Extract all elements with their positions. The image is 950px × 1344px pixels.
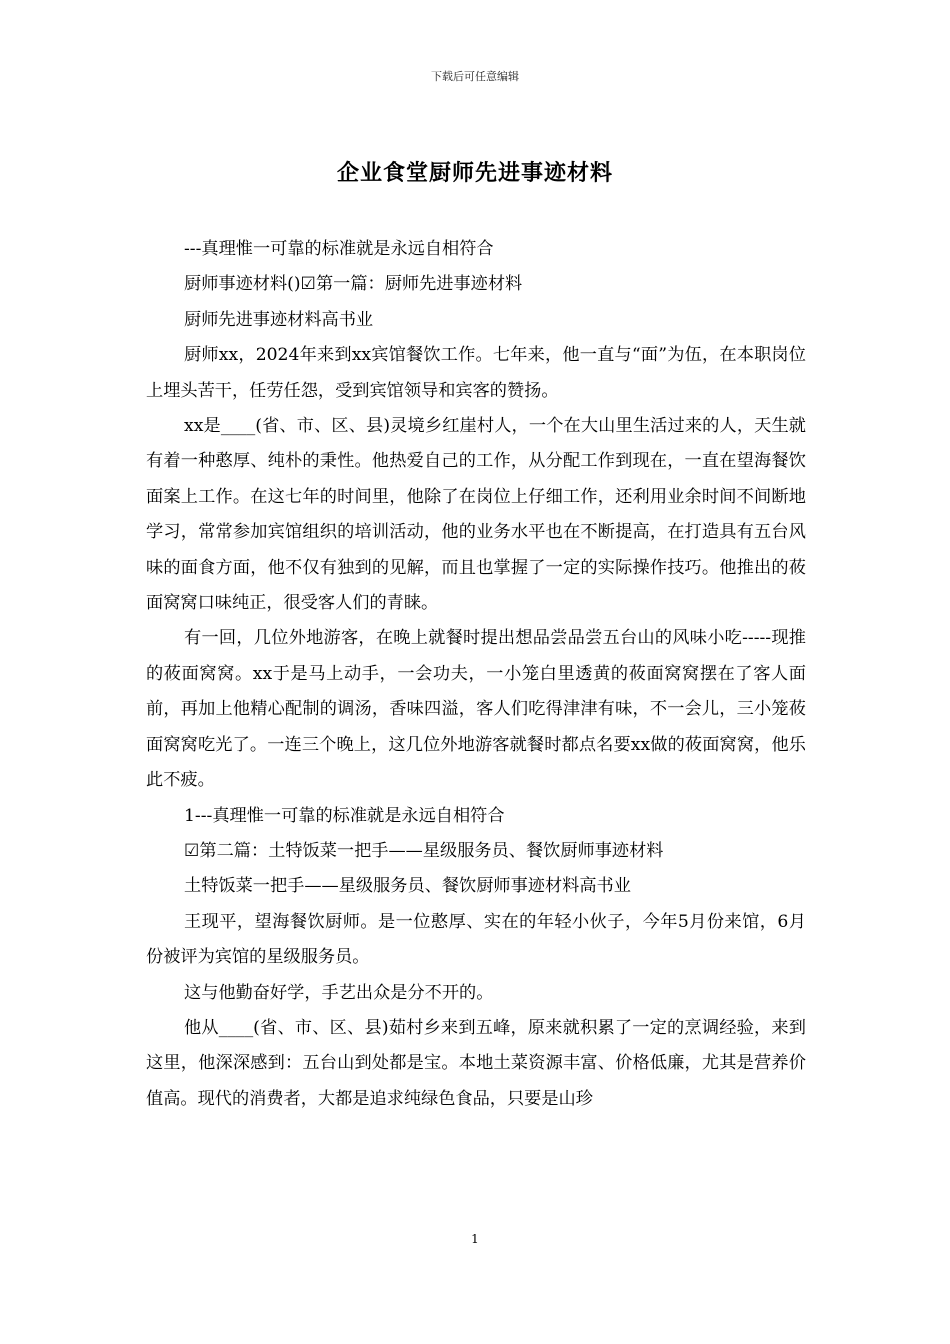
paragraph-motto: ---真理惟一可靠的标准就是永远自相符合	[184, 239, 494, 259]
page-number: 1	[471, 1232, 479, 1246]
paragraph-motto-2: 1---真理惟一可靠的标准就是永远自相符合	[184, 805, 505, 826]
paragraph: 他从____(省、市、区、县)茹村乡来到五峰，原来就积累了一定的烹调经验，来到这里，他深深感到：五台山到处都是宝。本地土菜资源丰富、价格低廉，尤其是营养价值高。现代的消费者，大都是追求纯绿色食品，只要是山珍	[146, 1017, 806, 1109]
paragraph: 有一回，几位外地游客，在晚上就餐时提出想品尝品尝五台山的风味小吃-----现推的莜面窝窝。xx于是马上动手，一会功夫，一小笼白里透黄的莜面窝窝摆在了客人面前，再加上他精心配制的调汤，香味四溢，客人们吃得津津有味，不一会儿，三小笼莜面窝窝吃光了。一连三个晚上，这几位外地游客就餐时都点名要xx做的莜面窝窝，他乐此不疲。	[146, 628, 806, 791]
document-body	[146, 232, 806, 1117]
paragraph-subtitle-2: 土特饭菜一把手——星级服务员、餐饮厨师事迹材料高书业	[184, 876, 631, 897]
header-note: 下载后可任意编辑	[431, 70, 519, 83]
paragraph: 厨师xx，2024年来到xx宾馆餐饮工作。七年来，他一直与“面”为伍，在本职岗位上埋头苦干，任劳任怨，受到宾馆领导和宾客的赞扬。	[146, 345, 806, 401]
paragraph: xx是____(省、市、区、县)灵境乡红崖村人，一个在大山里生活过来的人，天生就有着一种憨厚、纯朴的秉性。他热爱自己的工作，从分配工作到现在，一直在望海餐饮面案上工作。在这七年的时间里，他除了在岗位上仔细工作，还利用业余时间不间断地学习，常常参加宾馆组织的培训活动，他的业务水平也在不断提高，在打造具有五台风味的面食方面，他不仅有独到的见解，而且也掌握了一定的实际操作技巧。他推出的莜面窝窝口味纯正，很受客人们的青睐。	[146, 416, 806, 614]
document-title: 企业食堂厨师先进事迹材料	[336, 160, 613, 186]
paragraph-subtitle-1: 厨师先进事迹材料高书业	[184, 309, 374, 330]
paragraph: 王现平，望海餐饮厨师。是一位憨厚、实在的年轻小伙子，今年5月份来馆，6月份被评为宾馆的星级服务员。	[146, 911, 806, 968]
paragraph-section-heading-1: 厨师事迹材料()☑第一篇：厨师先进事迹材料	[184, 274, 523, 295]
paragraph-section-heading-2: ☑第二篇：土特饭菜一把手——星级服务员、餐饮厨师事迹材料	[184, 840, 664, 861]
paragraph: 这与他勤奋好学，手艺出众是分不开的。	[184, 982, 494, 1003]
